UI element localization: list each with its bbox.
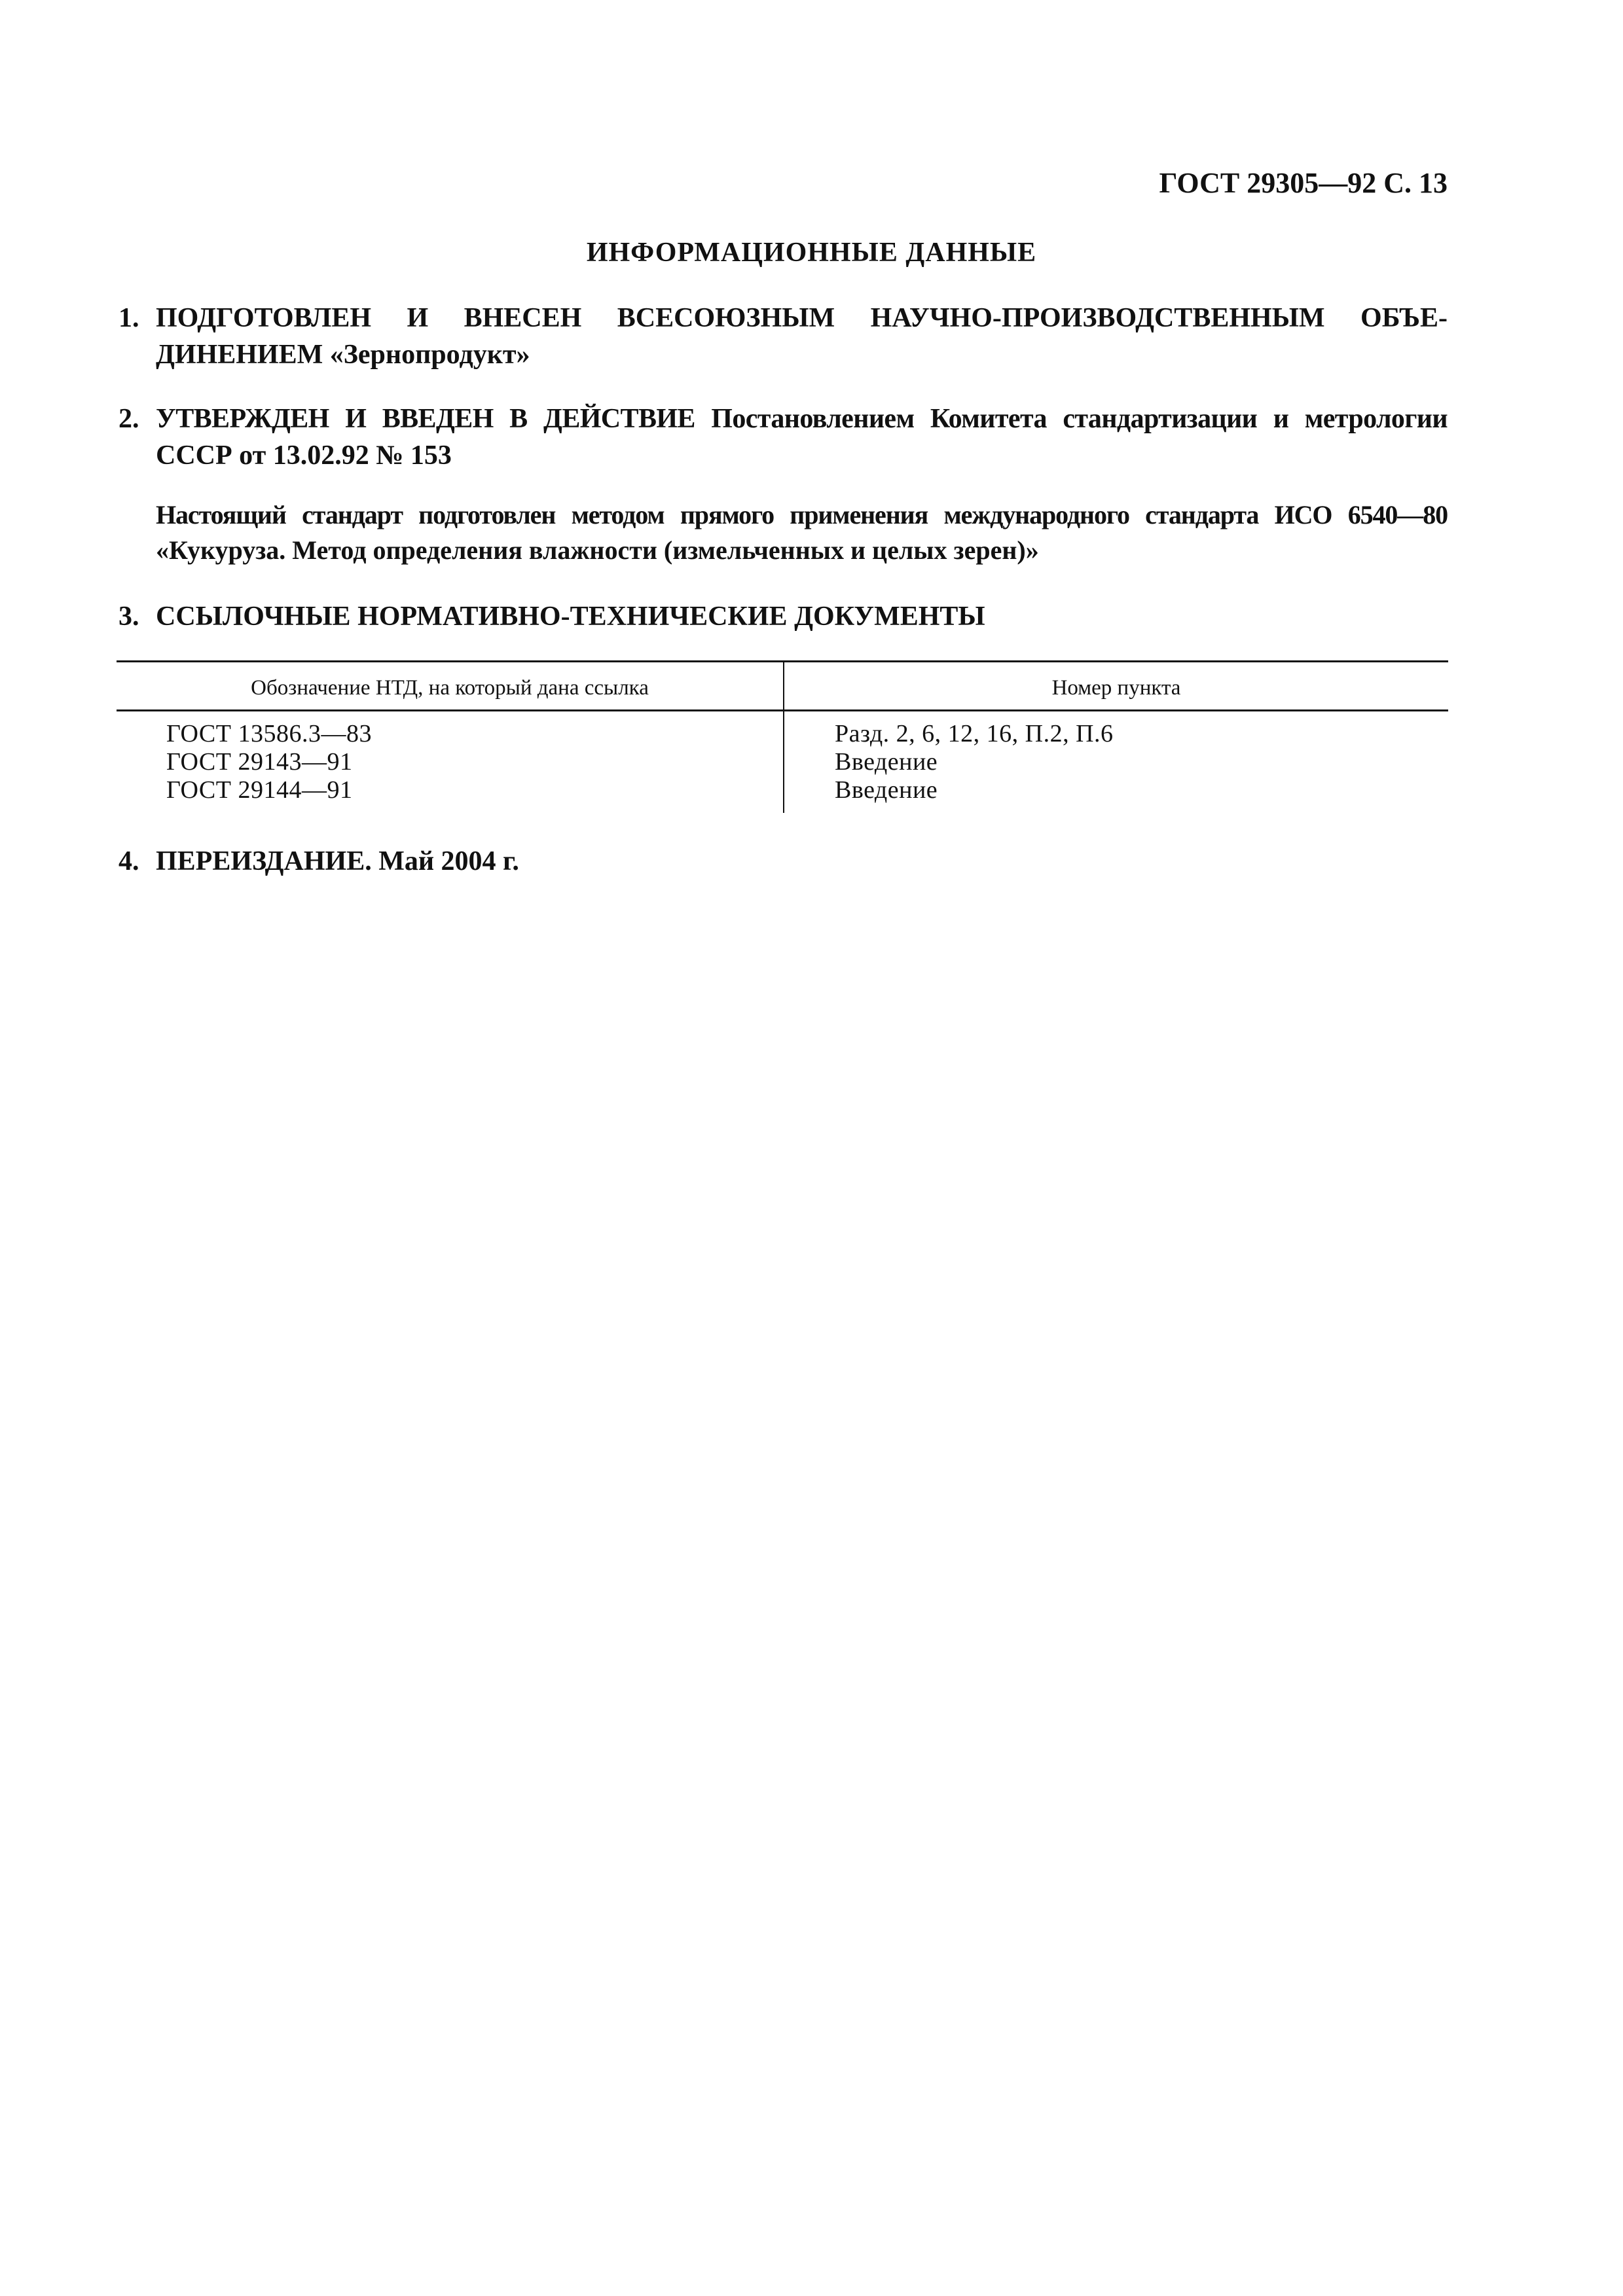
info-item-4 — [119, 843, 1448, 880]
table-cell-clause: Введение — [835, 748, 938, 776]
item-text-line: СССР от 13.02.92 № 153 — [156, 440, 452, 471]
table-cell-document: ГОСТ 13586.3—83 — [166, 720, 372, 747]
item-text-line: ДИНЕНИЕМ «Зернопродукт» — [156, 340, 530, 370]
table-header-rule — [117, 709, 1448, 711]
table-header-clause: Номер пункта — [1051, 676, 1181, 700]
table-cell-clause: Разд. 2, 6, 12, 16, П.2, П.6 — [835, 720, 1114, 747]
page-header: ГОСТ 29305—92 С. 13 — [1159, 167, 1448, 199]
table-cell-document: ГОСТ 29144—91 — [166, 776, 353, 804]
item-text-line: ПОДГОТОВЛЕН И ВНЕСЕН ВСЕСОЮЗНЫМ НАУЧНО-ПРОИЗВОДСТВЕННЫМ ОБЪЕ- — [156, 303, 1448, 333]
item-number: 3. — [119, 601, 139, 632]
table-header-document: Обозначение НТД, на который дана ссылка — [251, 676, 649, 700]
references-table — [117, 660, 1448, 811]
item-text-line: УТВЕРЖДЕН И ВВЕДЕН В ДЕЙСТВИЕ Постановлением Комитета стандартизации и метрологии — [156, 404, 1448, 434]
info-item-1 — [119, 300, 1448, 373]
info-item-3 — [119, 598, 1448, 635]
table-cell-clause: Введение — [835, 776, 938, 804]
table-top-rule — [117, 660, 1448, 662]
info-item-2 — [119, 401, 1448, 474]
item-number: 2. — [119, 404, 139, 434]
item-text-line: ССЫЛОЧНЫЕ НОРМАТИВНО-ТЕХНИЧЕСКИЕ ДОКУМЕНТЫ — [156, 601, 985, 632]
standard-note — [156, 497, 1448, 568]
section-title: ИНФОРМАЦИОННЫЕ ДАННЫЕ — [586, 238, 1037, 268]
item-number: 1. — [119, 303, 139, 333]
note-line: «Кукуруза. Метод определения влажности (измельченных и целых зерен)» — [156, 535, 1039, 565]
item-number: 4. — [119, 846, 139, 876]
table-cell-document: ГОСТ 29143—91 — [166, 748, 353, 776]
note-line: Настоящий стандарт подготовлен методом прямого применения международного стандарта ИСО 6540—80 — [156, 500, 1448, 529]
item-text-line: ПЕРЕИЗДАНИЕ. Май 2004 г. — [156, 846, 519, 876]
